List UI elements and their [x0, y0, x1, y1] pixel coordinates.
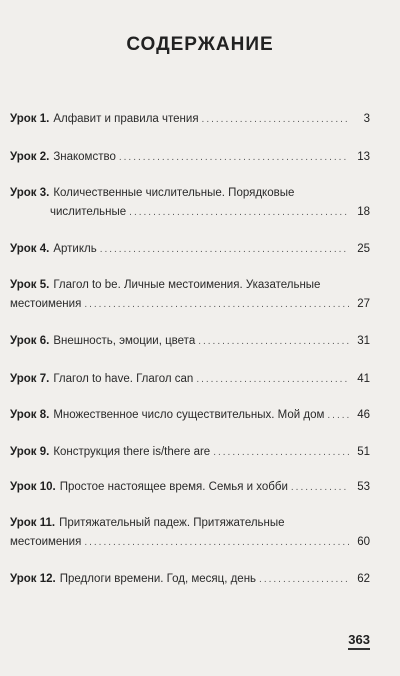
page-ref: 3: [363, 113, 370, 125]
dot-leader: [213, 443, 349, 462]
toc-entry: [10, 570, 370, 589]
page-ref: 25: [357, 243, 370, 255]
dot-leader: [100, 240, 349, 259]
dot-leader: [84, 295, 349, 314]
lesson-title: Конструкция there is/there are: [53, 446, 211, 458]
page-ref: 27: [357, 298, 370, 310]
page-ref: 46: [357, 409, 370, 421]
lesson-title-cont: местоимения: [10, 536, 82, 548]
lesson-number: Урок 9.: [10, 446, 50, 458]
lesson-title: Множественное число существительных. Мой дом: [53, 409, 325, 421]
lesson-number: Урок 4.: [10, 243, 50, 255]
lesson-number: Урок 6.: [10, 335, 50, 347]
page-ref: 18: [357, 206, 370, 218]
dot-leader: [291, 478, 349, 497]
lesson-number: Урок 5.: [10, 279, 50, 291]
lesson-number: Урок 11.: [10, 517, 56, 529]
toc-entry: [10, 110, 370, 129]
dot-leader: [84, 533, 349, 552]
toc-entry: [10, 443, 370, 462]
toc-entry: [10, 240, 370, 259]
lesson-title: Количественные числительные. Порядковые: [53, 187, 295, 199]
lesson-title: Алфавит и правила чтения: [53, 113, 199, 125]
page-number: 363: [348, 632, 370, 650]
lesson-title: Внешность, эмоции, цвета: [53, 335, 196, 347]
toc-entry: [10, 184, 370, 222]
dot-leader: [196, 370, 349, 389]
lesson-number: Урок 2.: [10, 151, 50, 163]
toc-entry: [10, 332, 370, 351]
page-ref: 41: [357, 373, 370, 385]
lesson-title: Предлоги времени. Год, месяц, день: [59, 573, 257, 585]
dot-leader: [129, 203, 349, 222]
page-ref: 60: [357, 536, 370, 548]
lesson-title: Простое настоящее время. Семья и хобби: [59, 481, 288, 493]
lesson-title-cont: местоимения: [10, 298, 82, 310]
toc-entry: [10, 514, 370, 552]
page-ref: 62: [357, 573, 370, 585]
lesson-title-cont: числительные: [50, 206, 127, 218]
lesson-number: Урок 1.: [10, 113, 50, 125]
lesson-number: Урок 12.: [10, 573, 56, 585]
lesson-title: Глагол to be. Личные местоимения. Указательные: [53, 279, 321, 291]
page-title: СОДЕРЖАНИЕ: [126, 34, 274, 55]
lesson-title: Глагол to have. Глагол can: [53, 373, 194, 385]
dot-leader: [327, 406, 349, 425]
lesson-title: Артикль: [53, 243, 97, 255]
lesson-title: Притяжательный падеж. Притяжательные: [59, 517, 285, 529]
page-ref: 31: [357, 335, 370, 347]
toc-entry: [10, 370, 370, 389]
toc-entry: [10, 406, 370, 425]
lesson-number: Урок 7.: [10, 373, 50, 385]
dot-leader: [198, 332, 349, 351]
page-ref: 13: [357, 151, 370, 163]
dot-leader: [202, 110, 349, 129]
lesson-number: Урок 8.: [10, 409, 50, 421]
toc-entry: [10, 276, 370, 314]
page-ref: 53: [357, 481, 370, 493]
dot-leader: [119, 148, 349, 167]
toc-entry: [10, 148, 370, 167]
dot-leader: [259, 570, 349, 589]
page-ref: 51: [357, 446, 370, 458]
toc-entry: [10, 478, 370, 497]
lesson-title: Знакомство: [53, 151, 116, 163]
lesson-number: Урок 10.: [10, 481, 56, 493]
lesson-number: Урок 3.: [10, 187, 50, 199]
